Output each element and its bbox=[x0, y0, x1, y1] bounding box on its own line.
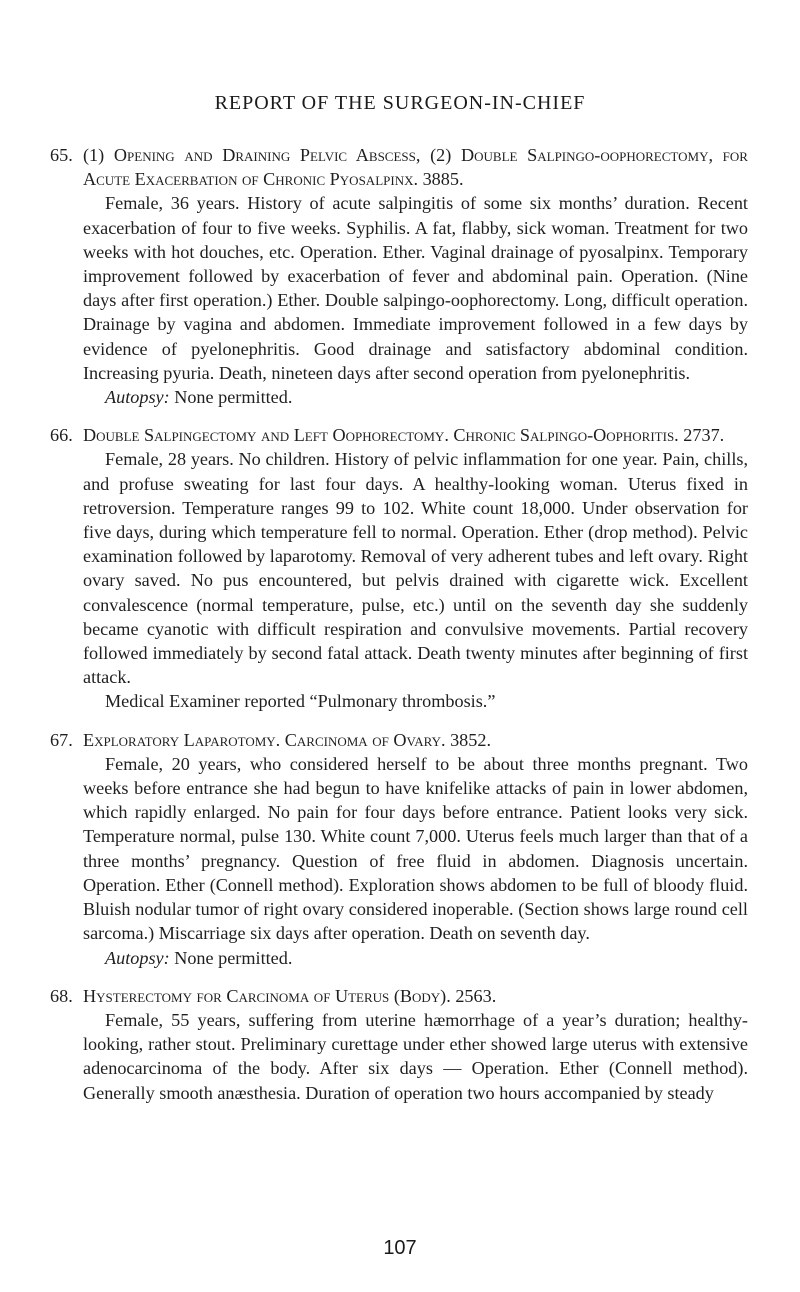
case-heading bbox=[50, 984, 748, 1008]
case-title-ref: (1) bbox=[83, 145, 114, 165]
case-title-ref: 3852. bbox=[445, 729, 491, 750]
case-title-ref: 2737. bbox=[678, 425, 725, 446]
case-title-ref: (2) bbox=[420, 145, 461, 165]
case-title-text: Exploratory Laparotomy. Carcinoma of Ovary. bbox=[83, 729, 446, 750]
case-title-text: Double Salpingo-oophorectomy, for Acute Exacerbation of Chronic Pyosalpinx. bbox=[83, 145, 748, 190]
case-entry bbox=[50, 728, 748, 970]
autopsy-note bbox=[50, 946, 748, 970]
running-head: REPORT OF THE SURGEON-IN-CHIEF bbox=[214, 92, 586, 114]
case-entry bbox=[50, 423, 748, 713]
case-heading bbox=[50, 728, 748, 752]
case-list bbox=[50, 143, 748, 1105]
case-title-ref: 3885. bbox=[418, 169, 464, 190]
case-number: 66. bbox=[50, 425, 73, 446]
case-title-ref: 2563. bbox=[450, 985, 497, 1006]
page-number: 107 bbox=[383, 1237, 417, 1259]
case-title-text: Hysterectomy for Carcinoma of Uterus (Body). bbox=[83, 985, 451, 1006]
case-paragraph: Female, 28 years. No children. History of pelvic inflammation for one year. Pain, chills, and profuse sweating for last four days. A healthy-looking woman. Uterus fixed in retroversion. Temperature ranges 99 to 102. White count 18,000. Under observation for five days, during which temperature fell to normal. Operation. Ether (drop method). Pelvic examination followed by laparotomy. Removal of very adherent tubes and left ovary. Right ovary saved. No pus encountered, but pelvis drained with cigarette wick. Excellent convalescence (normal temperature, pulse, etc.) until on the seventh day she suddenly became cyanotic with difficult respiration and convulsive movements. Partial recovery followed immediately by second fatal attack. Death twenty minutes after beginning of first attack. bbox=[83, 449, 748, 688]
case-heading bbox=[50, 423, 748, 447]
autopsy-text: None permitted. bbox=[169, 387, 293, 408]
autopsy-label: Autopsy: bbox=[105, 387, 170, 408]
case-title-text: Double Salpingectomy and Left Oophorectomy. Chronic Salpingo-Oophoritis. bbox=[83, 425, 679, 446]
case-number: 68. bbox=[50, 985, 73, 1006]
case-title-text: Opening and Draining Pelvic Abscess, bbox=[113, 145, 421, 165]
case-paragraph: Medical Examiner reported “Pulmonary thrombosis.” bbox=[105, 691, 496, 712]
case-paragraph: Female, 20 years, who considered herself to be about three months pregnant. Two weeks before entrance she had begun to have knifelike attacks of pain in lower abdomen, which rapidly enlarged. No pain for four days before entrance. Patient looks very sick. Temperature normal, pulse 130. White count 7,000. Uterus feels much larger than that of a three months’ pregnancy. Question of free fluid in abdomen. Diagnosis uncertain. Operation. Ether (Connell method). Exploration shows abdomen to be full of bloody fluid. Bluish nodular tumor of right ovary considered inoperable. (Section shows large round cell sarcoma.) Miscarriage six days after operation. Death on seventh day. bbox=[83, 753, 748, 944]
case-paragraph: Female, 36 years. History of acute salpingitis of some six months’ duration. Recent exacerbation of four to five weeks. Syphilis. A fat, flabby, sick woman. Treatment for two weeks with hot douches, etc. Operation. Ether. Vaginal drainage of pyosalpinx. Temporary improvement followed by exacerbation of fever and abdominal pain. Operation. (Nine days after first operation.) Ether. Double salpingo-oophorectomy. Long, difficult operation. Drainage by vagina and abdomen. Immediate improvement followed in a few days by evidence of pyelonephritis. Good drainage and satisfactory abdominal condition. Increasing pyuria. Death, nineteen days after second operation from pyelonephritis. bbox=[83, 193, 748, 383]
case-entry bbox=[50, 143, 748, 409]
case-heading bbox=[50, 143, 748, 191]
autopsy-text: None permitted. bbox=[169, 947, 293, 968]
case-number: 65. bbox=[50, 145, 73, 165]
autopsy-label: Autopsy: bbox=[105, 947, 170, 968]
autopsy-note bbox=[50, 385, 748, 409]
case-number: 67. bbox=[50, 729, 73, 750]
case-paragraph: Female, 55 years, suffering from uterine hæmorrhage of a year’s duration; healthy-looking, rather stout. Preliminary curettage under ether showed large uterus with extensive adenocarcinoma of the body. After six days — Operation. Ether (Connell method). Generally smooth anæsthesia. Duration of operation two hours accompanied by steady bbox=[83, 1009, 748, 1103]
case-entry bbox=[50, 984, 748, 1105]
